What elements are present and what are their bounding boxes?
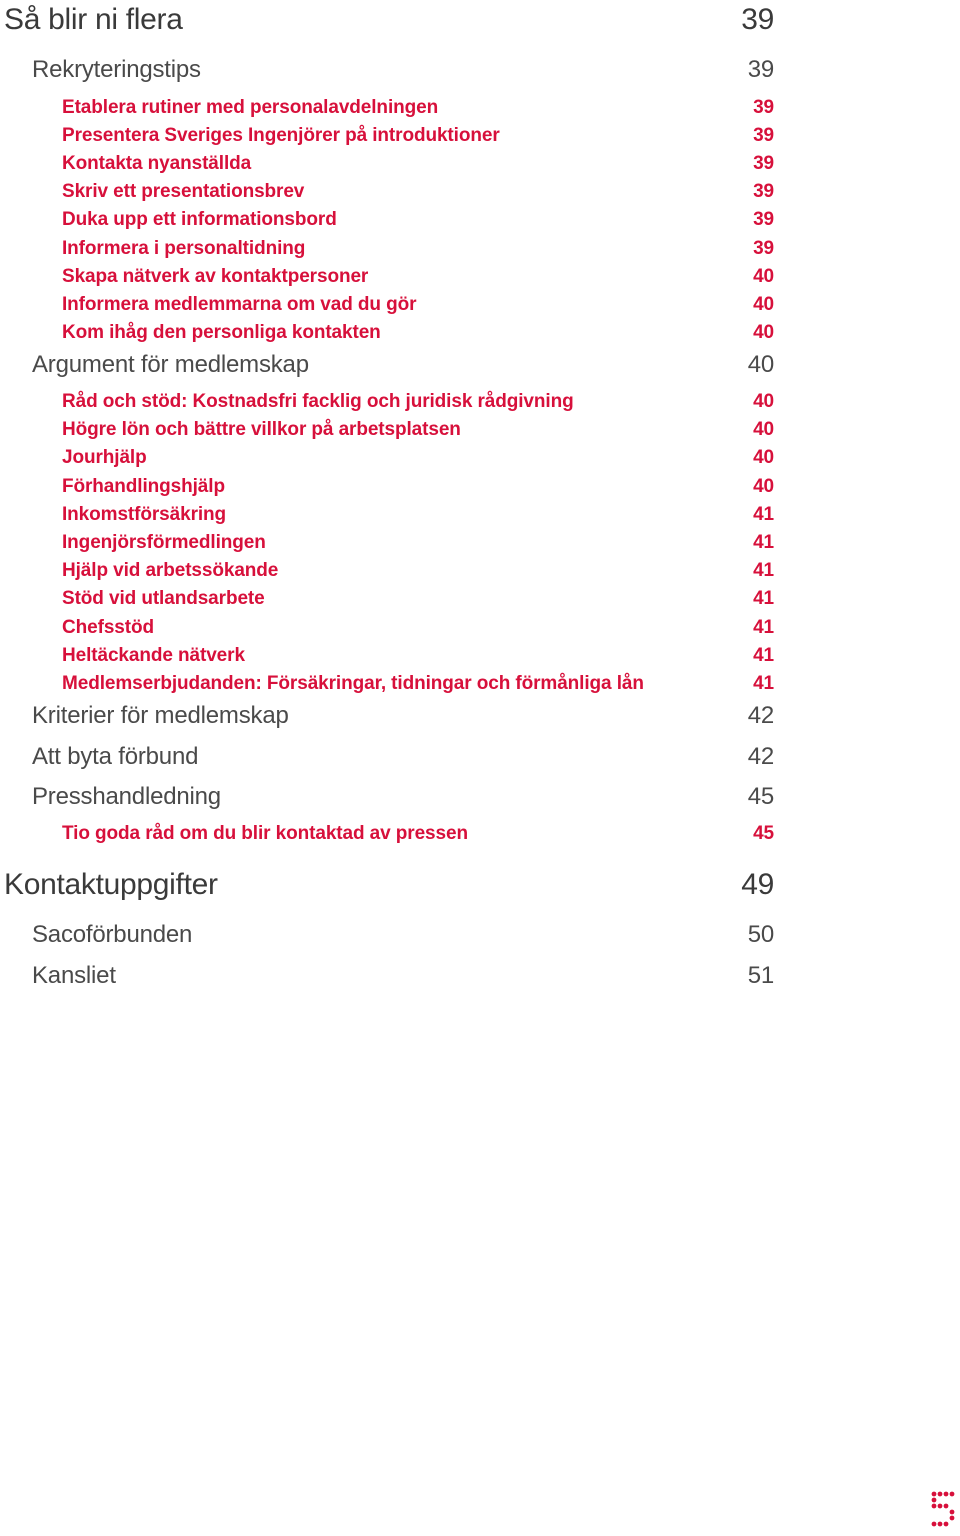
- toc-entry-title: Argument för medlemskap: [32, 351, 309, 378]
- toc-entry-title: Rekryteringstips: [32, 56, 201, 83]
- toc-entry-title: Heltäckande nätverk: [62, 645, 245, 666]
- toc-heading-3: [62, 209, 774, 231]
- toc-heading-3: [62, 181, 774, 203]
- toc-entry-page: 40: [753, 266, 774, 287]
- toc-heading-3: [62, 419, 774, 441]
- toc-entry-page: 42: [747, 743, 774, 770]
- toc-entry-title: Etablera rutiner med personalavdelningen: [62, 97, 439, 118]
- toc-entry-title: Stöd vid utlandsarbete: [62, 588, 265, 609]
- toc-entry-page: 41: [753, 645, 774, 666]
- toc-entry-title: Presentera Sveriges Ingenjörer på introduktioner: [62, 125, 500, 146]
- toc-entry-title: Kom ihåg den personliga kontakten: [62, 322, 381, 343]
- toc-heading-3: [62, 532, 774, 554]
- toc-entry-page: 40: [747, 351, 774, 378]
- toc-entry-title: Skriv ett presentationsbrev: [62, 181, 305, 202]
- toc-heading-3: [62, 588, 774, 610]
- toc-heading-2: [32, 743, 774, 771]
- toc-entry-page: 40: [753, 447, 774, 468]
- toc-entry-page: 39: [753, 238, 774, 259]
- toc-entry-page: 45: [747, 783, 774, 810]
- toc-heading-2: [32, 921, 774, 949]
- toc-entry-title: Inkomstförsäkring: [62, 504, 227, 525]
- toc-entry-page: 40: [753, 391, 774, 412]
- toc-entry-title: Duka upp ett informationsbord: [62, 209, 337, 230]
- toc-heading-3: [62, 476, 774, 498]
- toc-entry-title: Medlemserbjudanden: Försäkringar, tidningar och förmånliga lån: [62, 673, 644, 694]
- toc-heading-3: [62, 823, 774, 845]
- toc-entry-page: 41: [753, 532, 774, 553]
- toc-entry-page: 39: [753, 209, 774, 230]
- toc-entry-page: 39: [741, 3, 774, 36]
- toc-entry-page: 39: [753, 181, 774, 202]
- toc-entry-title: Informera i personaltidning: [62, 238, 306, 259]
- toc-entry-page: 40: [753, 419, 774, 440]
- toc-entry-title: Jourhjälp: [62, 447, 147, 468]
- toc-heading-3: [62, 673, 774, 695]
- toc-entry-page: 41: [753, 673, 774, 694]
- toc-entry-title: Kontaktuppgifter: [4, 868, 218, 901]
- toc-heading-3: [62, 322, 774, 344]
- toc-entry-title: Råd och stöd: Kostnadsfri facklig och juridisk rådgivning: [62, 391, 574, 412]
- toc-heading-3: [62, 153, 774, 175]
- toc-entry-page: 39: [753, 97, 774, 118]
- toc-entry-title: Kontakta nyanställda: [62, 153, 252, 174]
- toc-entry-page: 39: [753, 153, 774, 174]
- toc-entry-title: Förhandlingshjälp: [62, 476, 225, 497]
- toc-entry-title: Skapa nätverk av kontaktpersoner: [62, 266, 369, 287]
- toc-entry-page: 40: [753, 322, 774, 343]
- toc-heading-3: [62, 645, 774, 667]
- toc-heading-3: [62, 391, 774, 413]
- toc-entry-title: Presshandledning: [32, 783, 221, 810]
- toc-heading-3: [62, 560, 774, 582]
- toc-heading-3: [62, 97, 774, 119]
- toc-entry-page: 41: [753, 560, 774, 581]
- toc-entry-page: 39: [753, 125, 774, 146]
- toc-entry-page: 49: [741, 868, 774, 901]
- toc-heading-3: [62, 266, 774, 288]
- toc-heading-3: [62, 617, 774, 639]
- toc-heading-1: [4, 868, 774, 902]
- toc-entry-title: Tio goda råd om du blir kontaktad av pressen: [62, 823, 468, 844]
- toc-heading-2: [32, 56, 774, 84]
- toc-entry-title: Chefsstöd: [62, 617, 154, 638]
- toc-entry-page: 40: [753, 294, 774, 315]
- toc-entry-page: 45: [753, 823, 774, 844]
- toc-entry-title: Hjälp vid arbetssökande: [62, 560, 279, 581]
- toc-entry-page: 39: [747, 56, 774, 83]
- toc-entry-page: 41: [753, 617, 774, 638]
- toc-entry-page: 51: [747, 962, 774, 989]
- toc-entry-title: Att byta förbund: [32, 743, 199, 770]
- toc-heading-2: [32, 783, 774, 811]
- toc-heading-3: [62, 294, 774, 316]
- toc-entry-page: 40: [753, 476, 774, 497]
- toc-entry-title: Ingenjörsförmedlingen: [62, 532, 266, 553]
- toc-entry-title: Högre lön och bättre villkor på arbetsplatsen: [62, 419, 461, 440]
- toc-entry-title: Sacoförbunden: [32, 921, 193, 948]
- toc-entry-page: 42: [747, 702, 774, 729]
- toc-heading-3: [62, 504, 774, 526]
- toc-entry-title: Kriterier för medlemskap: [32, 702, 289, 729]
- dotted-five-logo-icon: [930, 1490, 956, 1530]
- toc-entry-page: 50: [747, 921, 774, 948]
- toc-heading-3: [62, 238, 774, 260]
- toc-heading-2: [32, 351, 774, 379]
- toc-heading-2: [32, 702, 774, 730]
- toc-entry-title: Informera medlemmarna om vad du gör: [62, 294, 417, 315]
- toc-heading-2: [32, 962, 774, 990]
- toc-heading-1: [4, 3, 774, 37]
- toc-entry-page: 41: [753, 504, 774, 525]
- toc-entry-title: Kansliet: [32, 962, 116, 989]
- toc-entry-title: Så blir ni flera: [4, 3, 183, 36]
- toc-heading-3: [62, 447, 774, 469]
- toc-entry-page: 41: [753, 588, 774, 609]
- toc-heading-3: [62, 125, 774, 147]
